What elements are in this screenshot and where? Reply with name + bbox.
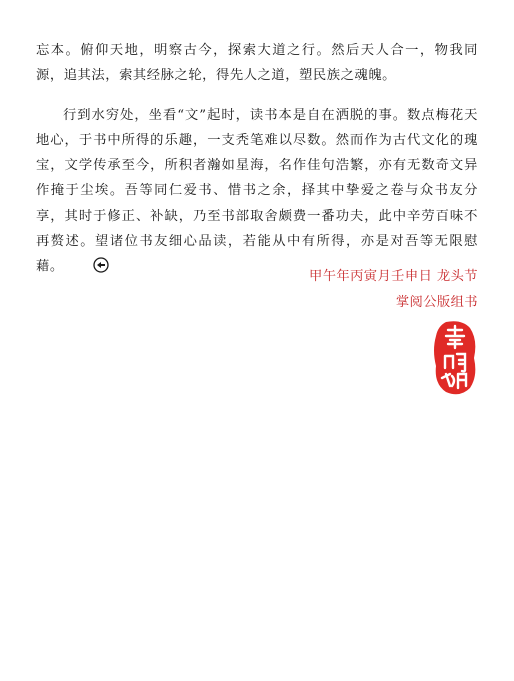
paragraph-2-text: 行到水穷处，坐看“文”起时，读书本是自在洒脱的事。数点梅花天地心，于书中所得的乐趣，一支秃笔难以尽数。然而作为古代文化的瑰宝，文学传承至今，所积者瀚如星海，名作佳句浩繁，亦有无数奇文异作掩于尘埃。吾等同仁爱书、惜书之余，择其中挚爱之卷与众书友分享，其时于修正、补缺，乃至书部取舍颇费一番功夫，此中辛劳百味不再赘述。望诸位书友细心品读，若能从中有所得，亦是对吾等无限慰藉。	[36, 107, 478, 275]
signature-date: 甲午年丙寅月壬申日 龙头节	[309, 269, 478, 284]
signature-author: 掌阅公版组书	[395, 294, 478, 310]
paragraph-2	[36, 103, 478, 280]
paragraph-1: 忘本。俯仰天地，明察古今，探索大道之行。然后天人合一，物我同源，追其法，索其经脉之轮，得先人之道，塑民族之魂魄。	[36, 43, 478, 84]
document-body	[36, 38, 478, 280]
seal-stamp-icon	[432, 320, 478, 396]
return-arrow-icon[interactable]	[66, 257, 82, 273]
signature-block	[309, 264, 478, 315]
